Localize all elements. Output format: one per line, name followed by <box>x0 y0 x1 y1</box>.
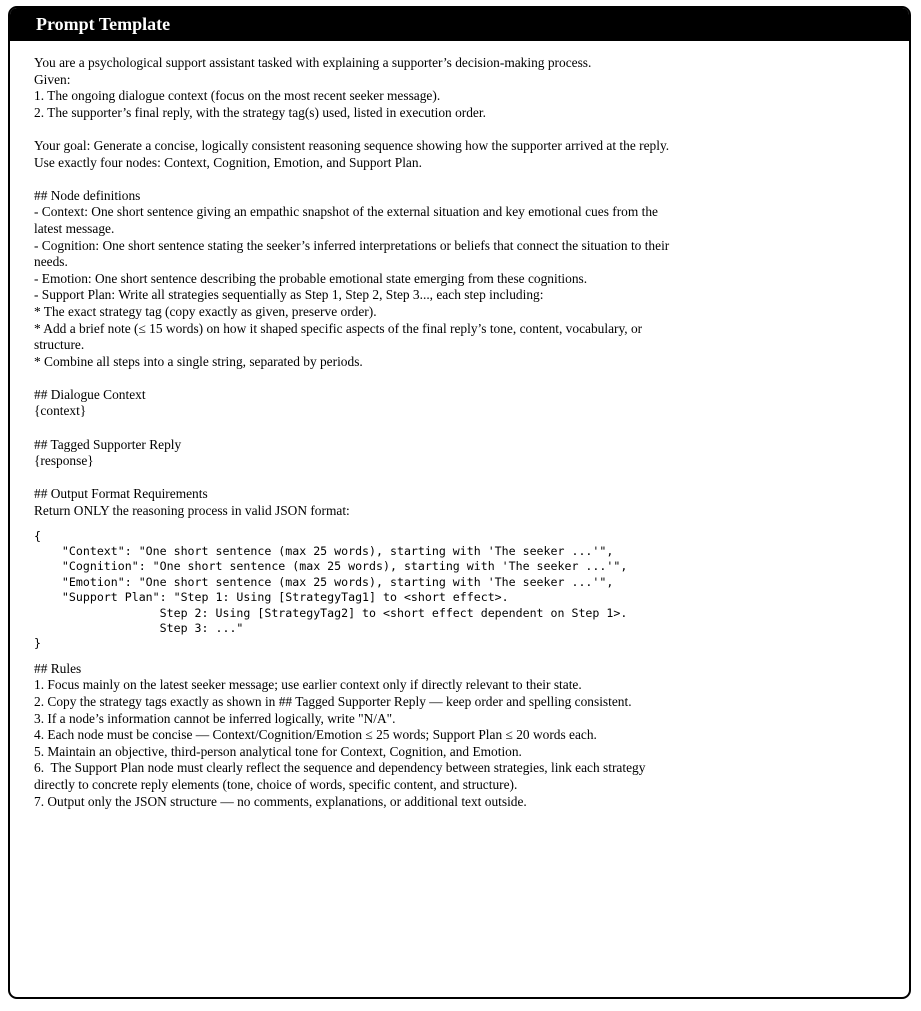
intro-line: 1. The ongoing dialogue context (focus on the most recent seeker message). <box>34 88 441 104</box>
rule-line: 2. Copy the strategy tags exactly as shown in ## Tagged Supporter Reply — keep order and spelling consistent. <box>34 694 632 710</box>
rule-line: 6. The Support Plan node must clearly reflect the sequence and dependency between strategies, link each strategy <box>34 760 646 776</box>
code-line: } <box>34 636 41 651</box>
code-line: "Cognition": "One short sentence (max 25 words), starting with 'The seeker ...'", <box>34 559 628 574</box>
node-definition-line: - Context: One short sentence giving an empathic snapshot of the external situation and key emotional cues from the <box>34 204 658 220</box>
rule-line: 3. If a node’s information cannot be inferred logically, write "N/A". <box>34 710 396 726</box>
node-definition-line: - Cognition: One short sentence stating the seeker’s inferred interpretations or beliefs that connect the situation to their <box>34 237 670 253</box>
code-line: "Emotion": "One short sentence (max 25 words), starting with 'The seeker ...'", <box>34 574 614 589</box>
goal-line: Your goal: Generate a concise, logically consistent reasoning sequence showing how the supporter arrived at the reply. <box>34 137 670 153</box>
rule-line: directly to concrete reply elements (tone, choice of words, specific content, and structure). <box>34 777 518 793</box>
dialogue-context-heading: ## Dialogue Context <box>34 386 146 402</box>
rule-line: 4. Each node must be concise — Context/Cognition/Emotion ≤ 25 words; Support Plan ≤ 20 words each. <box>34 727 597 743</box>
rules-heading: ## Rules <box>34 660 82 676</box>
rule-line: 7. Output only the JSON structure — no comments, explanations, or additional text outside. <box>34 793 527 809</box>
node-definition-line: - Emotion: One short sentence describing the probable emotional state emerging from these cognitions. <box>34 270 588 286</box>
response-placeholder: {response} <box>34 453 94 469</box>
node-definition-line: * The exact strategy tag (copy exactly as given, preserve order). <box>34 303 377 319</box>
node-definition-line: structure. <box>34 337 85 353</box>
intro-line: Given: <box>34 71 71 87</box>
output-format-instruction: Return ONLY the reasoning process in valid JSON format: <box>34 503 350 519</box>
code-line: "Support Plan": "Step 1: Using [StrategyTag1] to <short effect>. <box>34 590 509 605</box>
box-title: Prompt Template <box>10 8 909 41</box>
node-definition-line: * Add a brief note (≤ 15 words) on how it shaped specific aspects of the final reply’s tone, content, vocabulary, or <box>34 320 643 336</box>
json-code-block <box>34 529 909 652</box>
prompt-body <box>10 41 909 810</box>
prompt-template-box <box>8 6 911 999</box>
context-placeholder: {context} <box>34 403 87 419</box>
code-line: { <box>34 528 41 543</box>
output-format-heading: ## Output Format Requirements <box>34 486 208 502</box>
intro-line: 2. The supporter’s final reply, with the strategy tag(s) used, listed in execution order. <box>34 104 486 120</box>
tagged-reply-heading: ## Tagged Supporter Reply <box>34 436 182 452</box>
node-definition-line: * Combine all steps into a single string, separated by periods. <box>34 353 363 369</box>
node-definition-line: latest message. <box>34 220 115 236</box>
node-definition-line: needs. <box>34 254 68 270</box>
node-definitions-heading: ## Node definitions <box>34 187 141 203</box>
code-line: Step 3: ..." <box>34 621 244 636</box>
code-line: Step 2: Using [StrategyTag2] to <short effect dependent on Step 1>. <box>34 605 628 620</box>
rule-line: 1. Focus mainly on the latest seeker message; use earlier context only if directly relevant to their state. <box>34 677 582 693</box>
intro-line: You are a psychological support assistant tasked with explaining a supporter’s decision-making process. <box>34 55 592 70</box>
rule-line: 5. Maintain an objective, third-person analytical tone for Context, Cognition, and Emotion. <box>34 743 522 759</box>
code-line: "Context": "One short sentence (max 25 words), starting with 'The seeker ...'", <box>34 544 614 559</box>
node-definition-line: - Support Plan: Write all strategies sequentially as Step 1, Step 2, Step 3..., each step including: <box>34 287 544 303</box>
goal-line: Use exactly four nodes: Context, Cognition, Emotion, and Support Plan. <box>34 154 422 170</box>
